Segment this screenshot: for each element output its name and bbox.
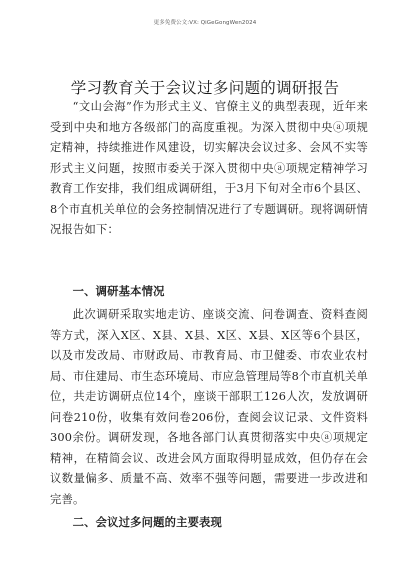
- section2-heading: 二、会议过多问题的主要表现: [72, 516, 223, 529]
- section1-heading: 一、调研基本情况: [72, 285, 165, 298]
- section2-heading-block: [50, 513, 368, 534]
- intro-paragraph: “文山会海”作为形式主义、官僚主义的典型表现，近年来受到中央和地方各级部门的高度重视。为深入贯彻中央ⓐ项规定精神，持续推进作风建设，切实解决会议过多、会风不实等形式主义问题，按照市委关于深入贯彻中央ⓐ项规定精神学习教育工作安排，我们组成调研组，于3月下旬对全市6个县区、8个市直机关单位的会务控制情况进行了专题调研。现将调研情况报告如下：: [50, 100, 368, 236]
- section1-paragraph: 此次调研采取实地走访、座谈交流、问卷调查、资料查阅等方式，深入X区、X县、X县、X区、X县、X区等6个县区，以及市发改局、市财政局、市教育局、市卫健委、市农业农村局、市住建局、市生态环境局、市应急管理局等8个市直机关单位，共走访调研点位14个，座谈干部职工126人次，发放调研问卷210份，收集有效问卷206份，查阅会议记录、文件资料300余份。调研发现，各地各部门认真贯彻落实中央ⓐ项规定精神，在精简会议、改进会风方面取得明显成效，但仍存在会议数量偏多、质量不高、效率不强等问题，需要进一步改进和完善。: [50, 308, 368, 506]
- document-title: 学习教育关于会议过多问题的调研报告: [70, 79, 340, 97]
- intro-paragraph-block: [50, 97, 368, 241]
- section1-heading-block: [50, 282, 368, 303]
- header-note: 更多免费公文:VX: QiGeGongWen2024: [153, 20, 257, 26]
- section1-paragraph-block: [50, 305, 368, 510]
